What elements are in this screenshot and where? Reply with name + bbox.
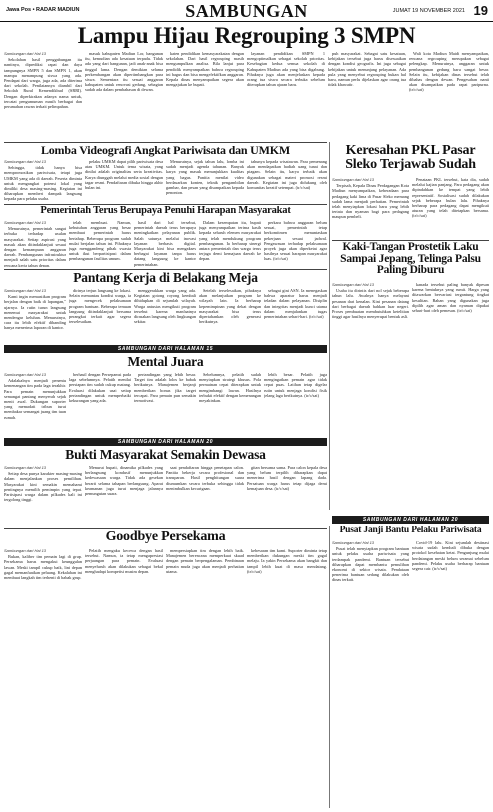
byline: Sambungan dari Hal 13	[332, 540, 375, 545]
body-column: sebagai gini ASN. Ia menegaskan bahwa aparatur harus menjadi teladan dalam pelayanan. Disiplin dan integritas menjadi kunci utama dalam menjalankan tugas pemerintahan sehari-hari. (tr/c/sat)	[264, 288, 327, 320]
article-body	[4, 220, 327, 267]
article-body	[4, 159, 327, 202]
body-column: hasil dari hal tersebut, pemerintah daerah terus berupaya meningkatkan pelayanan publik. Salah satunya melalui inovasi layanan berbasis digital. Masyarakat kini bisa mengakses berbagai layanan tanpa harus datang langsung ke kantor pemerintahan.	[134, 220, 196, 267]
body-column: Setelah terselesaikan, pihaknya akan melanjutkan program ke wilayah lain. Ia berharap kepemimpinan yang dekat dengan masyarakat bisa terus dipertahankan oleh generasi berikutnya.	[199, 288, 261, 325]
column-divider	[329, 526, 330, 808]
article-body	[4, 465, 327, 526]
article-pusat-janji	[332, 526, 489, 808]
body-column: Menurutnya, sejak tahun lalu, lomba ini sudah menjadi agenda tahunan. Banyak karya yang masuk menunjukkan kualitas yang bagus. Panitia menilai video berdasarkan konten, teknik pengambilan gambar, dan pesan yang disampaikan kepada penonton.	[166, 159, 244, 196]
article-body	[4, 51, 489, 141]
body-column: gitan bersama sama. Para calon kepala desa yang belum terpilih diharapkan dapat menerima hasil dengan lapang dada. Persatuan warga harus tetap dijaga demi kemajuan desa. (tr/c/sat)	[247, 465, 327, 491]
headline: Mental Juara	[127, 355, 204, 369]
body-column: Covid-19 lalu. Kini sejumlah destinasi wisata sudah kembali dibuka dengan protokol kesehatan ketat. Pengunjung mulai berdatangan meski belum seramai sebelum pandemi. Pelaku usaha berharap bantuan segera cair. (tr/c/sat)	[412, 540, 489, 572]
byline: Sambungan dari Hal 13	[4, 220, 47, 225]
body-column: menggerakkan warga yang ada. Kegiatan gotong royong kembali dihidupkan di sejumlah wilayah. Warga antusias mengikuti program tersebut karena manfaatnya dirasakan langsung oleh lingkungan sekitar.	[134, 288, 196, 325]
article-bukti-masyarakat	[4, 448, 327, 526]
page-number: 19	[473, 3, 488, 18]
body-column: Dalam kesempatan itu, bupati juga menyampaikan terima kasih kepada seluruh elemen masyarakat yang telah mendukung program pembangunan. Ia berharap sinergi antara pemerintah dan warga terus terjaga demi kemajuan daerah ke depan.	[199, 220, 261, 262]
body-column: Sebelumnya, pelatih sudah menyiapkan strategi khusus. Pola permainan cepat diterapkan untuk mengimbangi lawan. Hasilnya terbukti efektif dengan kemenangan meyakinkan.	[199, 372, 261, 404]
divider	[4, 142, 327, 143]
body-column: mempersiapkan tim dengan lebih baik. Manajemen berencana memperkuat skuad dengan pemain berpengalaman. Pembinaan pemain muda juga akan menjadi perhatian utama.	[166, 548, 244, 574]
body-column: Penataan PKL tersebut, kata dia, sudah melalui kajian panjang. Para pedagang akan dipindahkan ke tempat yang lebih representatif. Sosialisasi sudah dilakukan sejak beberapa bulan lalu. Pihaknya berharap para pedagang dapat mengikuti aturan yang telah ditetapkan bersama. (tr/c/sat)	[412, 177, 489, 219]
body-column: puh masyarakat. Sebagai satu kesatuan, kebijakan tersebut juga harus disesuaikan dengan kondisi geografis. Ini juga sebagai kebijakan untuk menunjang pelayanan. Ada pula yang menyebut regrouping bukan hal baru, namun perlu dijelaskan agar orang tua tidak khawatir.	[328, 51, 406, 88]
article-body	[4, 288, 327, 343]
body-column: Menurut bupati, dinamika pilkades yang berlangsung kondusif menunjukkan kedewasaan warga. Tidak ada gesekan berarti selama tahapan berlangsung. Aparat keamanan juga turut menjaga jalannya pemungutan suara.	[85, 465, 163, 497]
body-column: pertandingan yang lebih besar. Target tim adalah lolos ke babak berikutnya. Manajemen berjanji memberikan bonus jika target tercapai. Para pemain pun semakin termotivasi.	[134, 372, 196, 404]
body-column: kebesaran tim kami. Suporter diminta tetap memberikan dukungan meski tim gagal melaju. Ia yakin Persekama akan bangkit dan tampil lebih kuat di masa mendatang. (tr/c/sat)	[247, 548, 327, 574]
body-column: berhasil dengan Persepamsi pada laga sebelumnya. Pelatih menilai persiapan tim sudah cukup matang. Evaluasi dilakukan usai setiap pertandingan untuk memperbaiki kekurangan yang ada.	[69, 372, 131, 404]
body-column: kanada tersebut paling banyak dipesan karena bentuknya yang rumit. Harga yang ditawarkan bervariasi tergantung tingkat kesulitan. Bahan yang digunakan juga dipilih agar aman dan nyaman dipakai sehari-hari oleh pemesan. (tr/c/sat)	[412, 282, 489, 314]
article-keresahan-pkl	[332, 144, 489, 238]
article-pantang-kerja	[4, 271, 327, 343]
body-column: Wali kota Madiun Maidi menyampaikan, rencana regrouping merupakan sebagai pelengkap. Menurutnya, anggaran untuk pembangunan gedung baru sangat besar. Selain itu, kebijakan dinas tersebut telah dibahas dengan dewan. Pengesahan nanti akan disampaikan pada rapat paripurna. (tr/c/sat)	[409, 51, 489, 93]
body-column: Sambungan dari Hal 13 Pusat telah menyiapkan program bantuan untuk pelaku usaha pariwisata yang terdampak pandemi. Bantuan tersebut diharapkan dapat membantu pemulihan ekonomi di sektor wisata. Pendataan penerima bantuan sedang dilakukan oleh dinas terkait.	[332, 540, 409, 583]
article-body	[4, 548, 327, 808]
headline: Lampu Hijau Regrouping 3 SMPN	[77, 24, 416, 48]
article-kaki-tangan-prostetik	[332, 242, 489, 510]
article-body	[332, 282, 489, 510]
byline: Sambungan dari Hal 13	[4, 465, 47, 470]
issue-date: JUMAT 19 NOVEMBER 2021	[392, 8, 465, 14]
body-column: Sambungan dari Hal 13 Terpisah, Kepala Dinas Perdagangan Kota Madiun menyampaikan, keberadaan para pedagang kaki lima di Pasar Sleko memang sudah lama menjadi perhatian. Pemerintah telah menyiapkan lokasi baru yang lebih tertata dan nyaman bagi para pedagang maupun pembeli.	[332, 177, 409, 220]
body-column: tahunya kepada wisatawan. Para pemenang akan mendapatkan hadiah uang tunai dan piagam. Selain itu, karya terbaik akan digunakan sebagai materi promosi resmi daerah. Kegiatan ini juga didukung oleh komunitas kreatif setempat. (tr/c/sat)	[247, 159, 327, 191]
headline: Kaki-Tangan Prostetik Laku Sampai Jepang, Telinga Palsu Paling Diburu	[340, 242, 481, 277]
body-column: katen pendidikan kemasyarakatan dengan sekolahan. Dari hasil regrouping masih mengumpulkan analisa. Bila lanjut para pendidik menyampaikan bahwa regrouping ini bagus dan bisa mengefektifkan anggaran. Kepala dinas menyampaikan segera akan mengajukan ke bupati.	[166, 51, 244, 88]
continuation-banner: SAMBUNGAN DARI HALAMAN 15	[4, 345, 327, 353]
divider	[4, 204, 327, 205]
divider	[4, 528, 327, 529]
headline: Goodbye Persekama	[105, 530, 226, 544]
body-column: saat pendaftaran hingga penetapan calon. Panitia bekerja secara profesional dan transparan. Hasil penghitungan suara diumumkan secara terbuka sehingga tidak menimbulkan kecurigaan.	[166, 465, 244, 491]
article-body	[332, 540, 489, 808]
body-column: masuk kabupaten Madiun Lor, bangunan itu, kemudian ada kesatuan terpadu. Tidak ada yang dari bangunan, jadi anak-anak bisa tinggal lama. Dengan demikian selama perkembangan akan dipertimbangkan para siswa. Sementara itu sesuai anggaran kabupaten untuk renovasi gedung, sebagian sudah ada dalam pembahasan di dewan.	[85, 51, 163, 93]
byline: Sambungan dari Hal 13	[332, 282, 375, 287]
byline: Sambungan dari Hal 13	[4, 51, 47, 56]
headline: Lomba Videografi Angkat Pariwisata dan UMKM	[40, 144, 291, 157]
body-column: Sambungan dari Hal 13 Kami ingin memastikan program berjalan dengan baik di lapangan," ujarnya. Ia rutin turun langsung menemui masyarakat untuk mendengar keluhan. Menurutnya, cara itu lebih efektif dibanding hanya menerima laporan di kantor.	[4, 288, 66, 331]
headline: Keresahan PKL Pasar Sleko Terjawab Sudah	[345, 144, 476, 173]
body-column: layanan pendidikan SMPN 1 mengoptimalkan sebagai sekolah prioritas. Kesebagian kedua semua sekolah di Kabupaten Madiun ada yang bisa digabung. Pihaknya juga akan menjelaskan kepada orang tua siswa secara terbuka sebelum diterapkan tahun ajaran baru.	[247, 51, 325, 88]
body-column: pelaku UMKM dapat pilih pariwisata desa atau UMKM. Untuk tema wisata, yang dinilai adalah originalitas serta kreativitas. Karya diunggah melalui media sosial dengan tagar resmi. Pendaftaran dibuka hingga akhir bulan ini.	[85, 159, 163, 191]
byline: Sambungan dari Hal 13	[4, 548, 47, 553]
byline: Sambungan dari Hal 13	[4, 288, 47, 293]
column-divider	[329, 142, 330, 510]
section-logo: SAMBUNGAN	[185, 1, 308, 21]
body-column: Sambungan dari Hal 13 Menurutnya, pemerintah sangat terbuka terhadap usulan masyarakat. Setiap aspirasi yang masuk akan ditindaklanjuti sesuai dengan kemampuan anggaran daerah. Pembangunan infrastruktur menjadi salah satu prioritas dalam rencana kerja tahun depan.	[4, 220, 66, 267]
body-column: Sambungan dari Hal 13 Sehingga, tidak hanya bisa mempromosikan pariwisata, tetapi juga UMKM yang ada di daerah. Peserta diminta untuk mengangkat potensi lokal yang dimiliki desa masing-masing. Kegiatan ini diharapkan memberi dampak langsung kepada para pelaku usaha.	[4, 159, 82, 202]
continuation-banner: SAMBUNGAN DARI HALAMAN 20	[332, 516, 489, 524]
body-column: Sambungan dari Hal 13 Setiap desa punya karakter masing-masing dalam menjalankan proses pemilihan. Masyarakat kini semakin memahami pentingnya memilih pemimpin yang tepat. Partisipasi warga dalam pilkades kali ini tergolong tinggi.	[4, 465, 82, 503]
edition-label: Jawa Pos • RADAR MADIUN	[6, 7, 80, 13]
article-pemerintah-berupaya	[4, 206, 327, 267]
continuation-banner: SAMBUNGAN DARI HALAMAN 20	[4, 438, 327, 446]
byline: Sambungan dari Hal 13	[4, 159, 47, 164]
body-column: lebih besar. Pelatih juga mengingatkan pemain agar tidak cepat puas. Latihan tetap digelar rutin untuk menjaga kondisi fisik jelang laga berikutnya. (tr/c/sat)	[264, 372, 327, 398]
article-body	[4, 372, 327, 436]
body-column: Sambungan dari Hal 13 Sekolahan hasil penggabungan itu nantinya, diprediksi rapat dan daya tampungnya SMPN 5 dan SMPN 1, akan mampu menampung siswa yang ada. Pendapat dari warga, juga ada, ada diterima dari sekolah. Penilaiannya diambil dari Sekolah Rural Kemendikbud (SRRI). Dengan diperkirakan adanya nama untuk, tercatat pengumuman masih berbagai dan perumahan rawan terkait pelimpahan.	[4, 51, 82, 110]
body-column: Pelatih mengaku kecewa dengan hasil tersebut. Namun, ia tetap mengapresiasi perjuangan para pemain. Evaluasi menyeluruh akan dilakukan sebagai bekal menghadapi kompetisi musim depan.	[85, 548, 163, 574]
article-body	[332, 177, 489, 238]
article-lampu-hijau	[4, 24, 489, 141]
byline: Sambungan dari Hal 13	[332, 177, 375, 182]
headline: Pemerintah Terus Berupaya Penuhi Harapan Masyarakat	[40, 206, 291, 216]
body-column: dirinya terjun langsung ke lokasi. Selain memantau kondisi warga, ia juga mengecek pelaksanaan program bantuan. Beberapa temuan langsung ditindaklanjuti bersama perangkat terkait agar segera terselesaikan.	[69, 288, 131, 325]
headline: Pusat Janji Bantu Pelaku Pariwisata	[339, 526, 482, 535]
body-column: Sambungan dari Hal 13 Bukan, kaliber tim pemain lagi di grup. Persekama harus mengakui keunggulan lawan. Meski tampil cukup baik, lini depan gagal memanfaatkan peluang. Kekalahan ini membuat langkah tim terhenti di babak grup.	[4, 548, 82, 581]
divider	[332, 240, 489, 241]
byline: Sambungan dari Hal 13	[4, 372, 47, 377]
divider	[4, 269, 327, 270]
body-column: telah membuat. Namun, kebutuhan anggaran yang besar membuat pemerintah harus bertahap. Beberapa program sudah mulai berjalan tahun ini. Pihaknya juga menggandeng pihak swasta untuk ikut berpartisipasi dalam pembangunan fasilitas umum.	[69, 220, 131, 262]
article-goodbye-persekama	[4, 530, 327, 808]
masthead	[0, 0, 493, 22]
body-column: Sambungan dari Hal 13 Usaha itu dirintis dari nol sejak beberapa tahun lalu. Awalnya hanya melayani pesanan dari kenalan. Kini pesanan datang dari berbagai daerah bahkan luar negeri. Proses pembuatan membutuhkan ketelitian tinggi agar hasilnya menyerupai bentuk asli.	[332, 282, 409, 320]
body-column: perkara bahwa anggaran belum sesuai, pemerintah tetap berkomitmen menuntaskan pekerjaan sesuai jadwal. Pengawasan terhadap pelaksanaan proyek juga akan diperketat agar hasilnya sesuai harapan masyarakat luas. (tr/c/sat)	[264, 220, 327, 262]
article-lomba-videografi	[4, 144, 327, 202]
headline: Bukti Masyarakat Semakin Dewasa	[65, 448, 266, 462]
headline: Pantang Kerja di Belakang Meja	[73, 271, 258, 285]
body-column: Sambungan dari Hal 13 Adalakalnya menjadi penentu kemenangan tim pada laga terakhir. Para pemain menunjukkan semangat pantang menyerah sejak menit awal. Dukungan suporter yang memadati tribun turut membakar semangat juang tim tuan rumah.	[4, 372, 66, 420]
article-mental-juara	[4, 355, 327, 436]
